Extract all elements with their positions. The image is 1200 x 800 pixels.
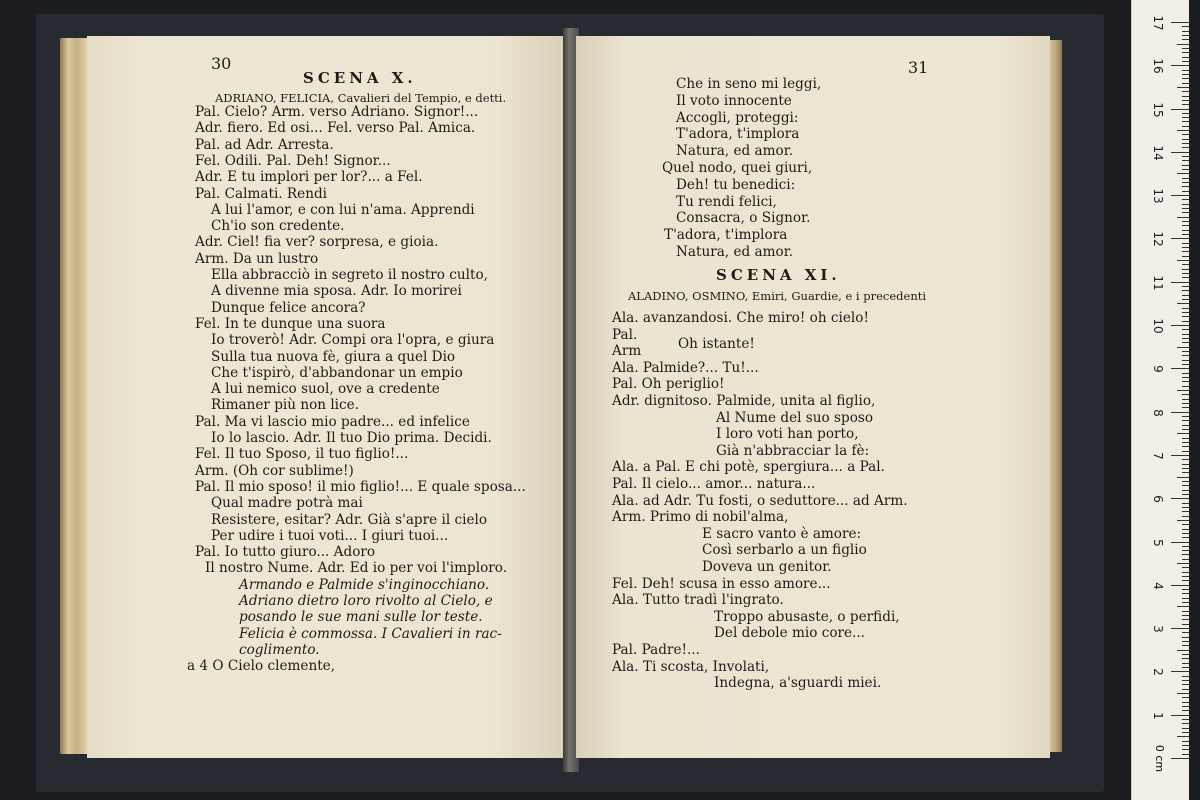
ruler-tick <box>1182 342 1189 343</box>
ruler-tick <box>1182 156 1189 157</box>
ruler-tick <box>1182 442 1189 443</box>
ruler-tick <box>1182 554 1189 555</box>
text-line: Pal. Cielo? Arm. verso Adriano. Signor!... <box>195 104 479 120</box>
ruler-tick <box>1177 173 1189 174</box>
ruler-tick <box>1177 606 1189 607</box>
ruler-tick <box>1182 732 1189 733</box>
ruler-tick <box>1177 563 1189 564</box>
ruler-tick <box>1182 338 1189 339</box>
text-line: Del debole mio core... <box>714 625 866 642</box>
ruler-number: 5 <box>1151 538 1165 547</box>
ruler-tick <box>1182 451 1189 452</box>
ruler-tick <box>1177 433 1189 434</box>
ruler-tick <box>1171 109 1189 110</box>
ruler-number: 2 <box>1151 668 1165 677</box>
ruler-number: 4 <box>1151 581 1165 590</box>
ruler-tick <box>1182 567 1189 568</box>
text-line: Il voto innocente <box>676 92 792 109</box>
ruler-tick <box>1182 208 1189 209</box>
ruler-number: 17 <box>1151 15 1165 31</box>
ruler-tick <box>1182 199 1189 200</box>
text-line: posando le sue mani sulle lor teste. <box>239 609 483 626</box>
ruler-tick <box>1182 204 1189 205</box>
ruler-tick <box>1182 425 1189 426</box>
ruler-tick <box>1177 217 1189 218</box>
ruler-tick <box>1182 407 1189 408</box>
ruler-tick <box>1182 230 1189 231</box>
ruler-tick <box>1182 360 1189 361</box>
ruler-tick <box>1182 494 1189 495</box>
ruler-tick <box>1182 264 1189 265</box>
ruler-tick <box>1182 373 1189 374</box>
ruler-tick <box>1182 546 1189 547</box>
ruler-number: 14 <box>1151 145 1165 161</box>
ruler-tick <box>1177 390 1189 391</box>
ruler-tick <box>1182 39 1189 40</box>
ruler-tick <box>1177 87 1189 88</box>
ruler-tick <box>1182 550 1189 551</box>
text-line: Pal. Padre!... <box>612 642 700 658</box>
ruler-tick <box>1182 100 1189 101</box>
ruler-tick <box>1182 641 1189 642</box>
ruler-tick <box>1182 624 1189 625</box>
ruler-tick <box>1182 377 1189 378</box>
text-line: Resistere, esitar? Adr. Già s'apre il cielo <box>211 511 488 528</box>
text-line: Qual madre potrà mai <box>211 495 363 512</box>
ruler-tick <box>1182 126 1189 127</box>
ruler-tick <box>1182 52 1189 53</box>
ruler-tick <box>1182 710 1189 711</box>
ruler-tick <box>1182 243 1189 244</box>
ruler-tick <box>1182 658 1189 659</box>
ruler-tick <box>1182 74 1189 75</box>
ruler-tick <box>1182 632 1189 633</box>
ruler-number: 10 <box>1151 318 1165 334</box>
ruler-tick <box>1182 139 1189 140</box>
text-line: Pal. Il mio sposo! il mio figlio!... E quale sposa... <box>195 478 526 495</box>
ruler-tick <box>1182 728 1189 729</box>
ruler-tick <box>1171 152 1189 153</box>
ruler-tick <box>1182 598 1189 599</box>
ruler-tick <box>1182 355 1189 356</box>
ruler-tick <box>1182 234 1189 235</box>
ruler-tick <box>1171 671 1189 672</box>
ruler-tick <box>1182 572 1189 573</box>
text-line: I loro voti han porto, <box>716 426 859 443</box>
text-line: Ala. Tutto tradì l'ingrato. <box>612 592 784 609</box>
ruler-tick <box>1177 260 1189 261</box>
ruler-tick <box>1182 121 1189 122</box>
ruler-tick <box>1182 191 1189 192</box>
ruler-tick <box>1182 503 1189 504</box>
ruler-tick <box>1182 637 1189 638</box>
ruler-tick <box>1182 273 1189 274</box>
ruler-number: 9 <box>1151 365 1165 374</box>
ruler-tick <box>1182 676 1189 677</box>
ruler-tick <box>1182 160 1189 161</box>
ruler-tick <box>1182 386 1189 387</box>
ruler-tick <box>1182 706 1189 707</box>
ruler-tick <box>1182 619 1189 620</box>
text-line: Tu rendi felici, <box>676 193 777 210</box>
text-line: Accogli, proteggi: <box>676 109 799 126</box>
ruler-tick <box>1182 178 1189 179</box>
text-line: Ala. Palmide?... Tu!... <box>612 359 759 376</box>
ruler-tick <box>1182 446 1189 447</box>
ruler-number: 16 <box>1151 58 1165 74</box>
text-line: a 4 O Cielo clemente, <box>187 658 336 675</box>
ruler-tick <box>1182 511 1189 512</box>
text-line: T'adora, t'implora <box>676 126 800 143</box>
ruler-tick <box>1182 182 1189 183</box>
characters-right: ALADINO, OSMINO, Emiri, Guardie, e i precedenti <box>628 289 927 303</box>
ruler-tick <box>1182 719 1189 720</box>
ruler-tick <box>1171 498 1189 499</box>
ruler-tick <box>1182 481 1189 482</box>
text-line: E sacro vanto è amore: <box>702 525 862 542</box>
ruler-tick <box>1182 143 1189 144</box>
ruler-tick <box>1182 321 1189 322</box>
ruler-tick <box>1182 602 1189 603</box>
ruler-tick <box>1182 277 1189 278</box>
text-line: Ala. a Pal. E chi potè, spergiura... a Pal. <box>612 459 885 476</box>
ruler-tick <box>1182 225 1189 226</box>
ruler-tick <box>1182 312 1189 313</box>
page-number-left: 30 <box>211 54 232 73</box>
scene-title-left: SCENA X. <box>303 69 417 87</box>
text-line: Natura, ed amor. <box>676 244 794 260</box>
text-line: Pal. <box>612 326 638 343</box>
ruler-tick <box>1177 130 1189 131</box>
ruler-tick <box>1182 589 1189 590</box>
text-line: A lui l'amor, e con lui n'ama. Apprendi <box>211 201 475 218</box>
ruler-tick <box>1182 26 1189 27</box>
text-line: Così serbarlo a un figlio <box>702 542 867 559</box>
text-line: Adr. fiero. Ed osi... Fel. verso Pal. Amica. <box>195 120 476 137</box>
right-page <box>576 36 1050 758</box>
text-line: Adr. E tu implori per lor?... a Fel. <box>195 169 423 186</box>
ruler-tick <box>1182 403 1189 404</box>
ruler-tick <box>1182 468 1189 469</box>
ruler-tick <box>1182 290 1189 291</box>
text-line: Fel. In te dunque una suora <box>195 315 386 332</box>
text-line: Al Nume del suo sposo <box>716 409 874 426</box>
ruler-tick <box>1182 48 1189 49</box>
ruler-tick <box>1182 295 1189 296</box>
ruler-tick <box>1182 697 1189 698</box>
ruler-tick <box>1171 195 1189 196</box>
ruler-tick <box>1182 485 1189 486</box>
text-line: Adr. Ciel! fia ver? sorpresa, e gioia. <box>195 234 439 251</box>
text-line: Ch'io son credente. <box>211 218 345 235</box>
ruler-tick <box>1182 364 1189 365</box>
ruler-tick <box>1182 516 1189 517</box>
text-line: Pal. Oh periglio! <box>612 376 725 393</box>
ruler-tick <box>1182 680 1189 681</box>
ruler-tick <box>1182 247 1189 248</box>
ruler-tick <box>1182 559 1189 560</box>
ruler-tick <box>1177 693 1189 694</box>
text-line: Armando e Palmide s'inginocchiano. <box>239 576 490 593</box>
ruler-tick <box>1182 663 1189 664</box>
ruler-tick <box>1182 472 1189 473</box>
ruler-tick <box>1182 394 1189 395</box>
ruler-number: 3 <box>1151 625 1165 633</box>
ruler-tick <box>1182 351 1189 352</box>
ruler-tick <box>1171 455 1189 456</box>
ruler-tick <box>1171 325 1189 326</box>
text-line: Natura, ed amor. <box>676 143 794 160</box>
text-line: Pal. ad Adr. Arresta. <box>195 136 334 153</box>
ruler-number: 1 <box>1151 711 1165 720</box>
ruler-tick <box>1182 134 1189 135</box>
ruler-tick <box>1182 269 1189 270</box>
text-line: Arm. (Oh cor sublime!) <box>195 462 354 479</box>
ruler-tick <box>1182 654 1189 655</box>
ruler-tick <box>1171 22 1189 23</box>
text-line: Pal. Il cielo... amor... natura... <box>612 476 816 492</box>
text-line: Pal. Calmati. Rendi <box>195 185 328 202</box>
text-line: A lui nemico suol, ove a credente <box>211 381 440 398</box>
text-line: A divenne mia sposa. Adr. Io morirei <box>211 283 462 300</box>
oh-istante-text: Oh istante! <box>678 336 755 352</box>
ruler-number: 7 <box>1151 452 1165 460</box>
text-line: Io lo lascio. Adr. Il tuo Dio prima. Decidi. <box>211 430 492 446</box>
text-line: Che t'ispirò, d'abbandonar un empio <box>211 364 463 381</box>
text-line: Dunque felice ancora? <box>211 299 366 316</box>
ruler-tick <box>1171 542 1189 543</box>
text-line: Io troverò! Adr. Compi ora l'opra, e giura <box>211 332 495 349</box>
text-line: Sulla tua nuova fè, giura a quel Dio <box>211 348 456 365</box>
ruler-tick <box>1182 96 1189 97</box>
ruler-tick <box>1182 684 1189 685</box>
ruler-tick <box>1182 299 1189 300</box>
text-line: Consacra, o Signor. <box>676 210 811 227</box>
text-line: Ala. Ti scosta, Involati, <box>612 658 770 675</box>
ruler-tick <box>1171 282 1189 283</box>
ruler-tick <box>1171 368 1189 369</box>
ruler-tick <box>1182 524 1189 525</box>
ruler-number: 12 <box>1151 231 1165 248</box>
ruler-number: 13 <box>1151 188 1165 204</box>
ruler-tick <box>1182 507 1189 508</box>
ruler-tick <box>1182 165 1189 166</box>
ruler-tick <box>1177 347 1189 348</box>
ruler-tick <box>1182 399 1189 400</box>
text-line: Pal. Ma vi lascio mio padre... ed infelice <box>195 413 470 430</box>
ruler-tick <box>1182 689 1189 690</box>
ruler-tick <box>1182 256 1189 257</box>
text-line: Adriano dietro loro rivolto al Cielo, e <box>239 593 493 609</box>
ruler-tick <box>1182 533 1189 534</box>
ruler-tick <box>1171 238 1189 239</box>
text-line: Indegna, a'sguardi miei. <box>714 675 882 692</box>
ruler-tick <box>1182 35 1189 36</box>
ruler-tick <box>1182 104 1189 105</box>
ruler-tick <box>1182 576 1189 577</box>
ruler-tick <box>1182 580 1189 581</box>
characters-left: ADRIANO, FELICIA, Cavalieri del Tempio, e detti. <box>215 91 507 105</box>
ruler-tick <box>1171 628 1189 629</box>
ruler-tick <box>1182 754 1189 755</box>
ruler-tick <box>1182 645 1189 646</box>
ruler-tick <box>1182 316 1189 317</box>
ruler-tick <box>1182 221 1189 222</box>
ruler-tick <box>1177 736 1189 737</box>
ruler-tick <box>1171 758 1189 759</box>
text-line: Fel. Il tuo Sposo, il tuo figlio!... <box>195 446 409 463</box>
ruler-number: 8 <box>1151 408 1165 417</box>
ruler-tick <box>1182 334 1189 335</box>
text-line: T'adora, t'implora <box>664 227 788 244</box>
ruler-tick <box>1171 65 1189 66</box>
ruler-tick <box>1182 70 1189 71</box>
text-line: Adr. dignitoso. Palmide, unita al figlio, <box>612 393 876 409</box>
text-line: Felicia è commossa. I Cavalieri in rac- <box>239 625 502 642</box>
ruler-tick <box>1182 667 1189 668</box>
text-line: Per udire i tuoi voti... I giuri tuoi... <box>211 527 449 544</box>
ruler-tick <box>1182 91 1189 92</box>
ruler-tick <box>1182 117 1189 118</box>
left-page-edges <box>60 38 88 754</box>
ruler-number: 15 <box>1151 101 1165 118</box>
ruler-tick <box>1182 83 1189 84</box>
measurement-ruler <box>1131 0 1189 800</box>
left-page <box>87 36 565 758</box>
ruler-tick <box>1182 169 1189 170</box>
text-line: Rimaner più non lice. <box>211 397 360 414</box>
ruler-tick <box>1182 429 1189 430</box>
text-line: Arm <box>612 343 642 360</box>
text-line: Che in seno mi leggi, <box>676 76 822 92</box>
ruler-tick <box>1182 251 1189 252</box>
scene-title-right: SCENA XI. <box>716 266 841 284</box>
ruler-tick <box>1171 585 1189 586</box>
ruler-tick <box>1182 749 1189 750</box>
text-line: coglimento. <box>239 641 320 658</box>
right-page-edges <box>1048 40 1062 752</box>
page-number-right: 31 <box>908 58 929 77</box>
ruler-tick <box>1182 61 1189 62</box>
ruler-tick <box>1182 702 1189 703</box>
ruler-tick <box>1177 650 1189 651</box>
ruler-tick <box>1182 113 1189 114</box>
text-line: Arm. Primo di nobil'alma, <box>612 509 789 526</box>
text-line: Pal. Io tutto giuro... Adoro <box>195 544 376 561</box>
ruler-tick <box>1177 520 1189 521</box>
ruler-tick <box>1171 412 1189 413</box>
ruler-tick <box>1182 31 1189 32</box>
ruler-tick <box>1182 286 1189 287</box>
text-line: Ella abbracciò in segreto il nostro culto, <box>211 267 488 283</box>
text-line: Arm. Da un lustro <box>195 250 319 267</box>
ruler-tick <box>1182 438 1189 439</box>
ruler-tick <box>1182 212 1189 213</box>
ruler-tick <box>1182 615 1189 616</box>
ruler-tick <box>1182 745 1189 746</box>
ruler-tick <box>1182 186 1189 187</box>
ruler-tick <box>1182 381 1189 382</box>
ruler-tick <box>1177 44 1189 45</box>
text-line: Il nostro Nume. Adr. Ed io per voi l'imploro. <box>205 560 508 577</box>
ruler-tick <box>1171 715 1189 716</box>
text-line: Ala. avanzandosi. Che miro! oh cielo! <box>612 310 869 326</box>
text-line: Fel. Deh! scusa in esso amore... <box>612 575 831 592</box>
ruler-tick <box>1182 741 1189 742</box>
ruler-tick <box>1177 477 1189 478</box>
ruler-tick <box>1182 529 1189 530</box>
ruler-tick <box>1182 537 1189 538</box>
ruler-tick <box>1182 459 1189 460</box>
ruler-tick <box>1182 78 1189 79</box>
ruler-tick <box>1182 611 1189 612</box>
ruler-number: 6 <box>1151 495 1165 503</box>
text-line: Doveva un genitor. <box>702 559 832 575</box>
ruler-tick <box>1182 308 1189 309</box>
ruler-tick <box>1182 420 1189 421</box>
ruler-tick <box>1182 416 1189 417</box>
ruler-tick <box>1177 303 1189 304</box>
ruler-tick <box>1182 490 1189 491</box>
text-line: Ala. ad Adr. Tu fosti, o seduttore... ad Arm. <box>612 492 908 509</box>
text-line: Deh! tu benedici: <box>676 176 796 193</box>
ruler-tick <box>1182 723 1189 724</box>
text-line: Già n'abbracciar la fè: <box>716 442 870 459</box>
text-line: Troppo abusaste, o perfidi, <box>714 608 900 625</box>
text-line: Fel. Odili. Pal. Deh! Signor... <box>195 152 391 169</box>
ruler-tick <box>1182 147 1189 148</box>
ruler-unit: 0 cm <box>1153 744 1167 773</box>
text-line: Quel nodo, quei giuri, <box>662 160 813 176</box>
ruler-tick <box>1182 329 1189 330</box>
ruler-tick <box>1182 57 1189 58</box>
ruler-tick <box>1182 593 1189 594</box>
ruler-tick <box>1182 464 1189 465</box>
ruler-number: 11 <box>1151 275 1165 291</box>
